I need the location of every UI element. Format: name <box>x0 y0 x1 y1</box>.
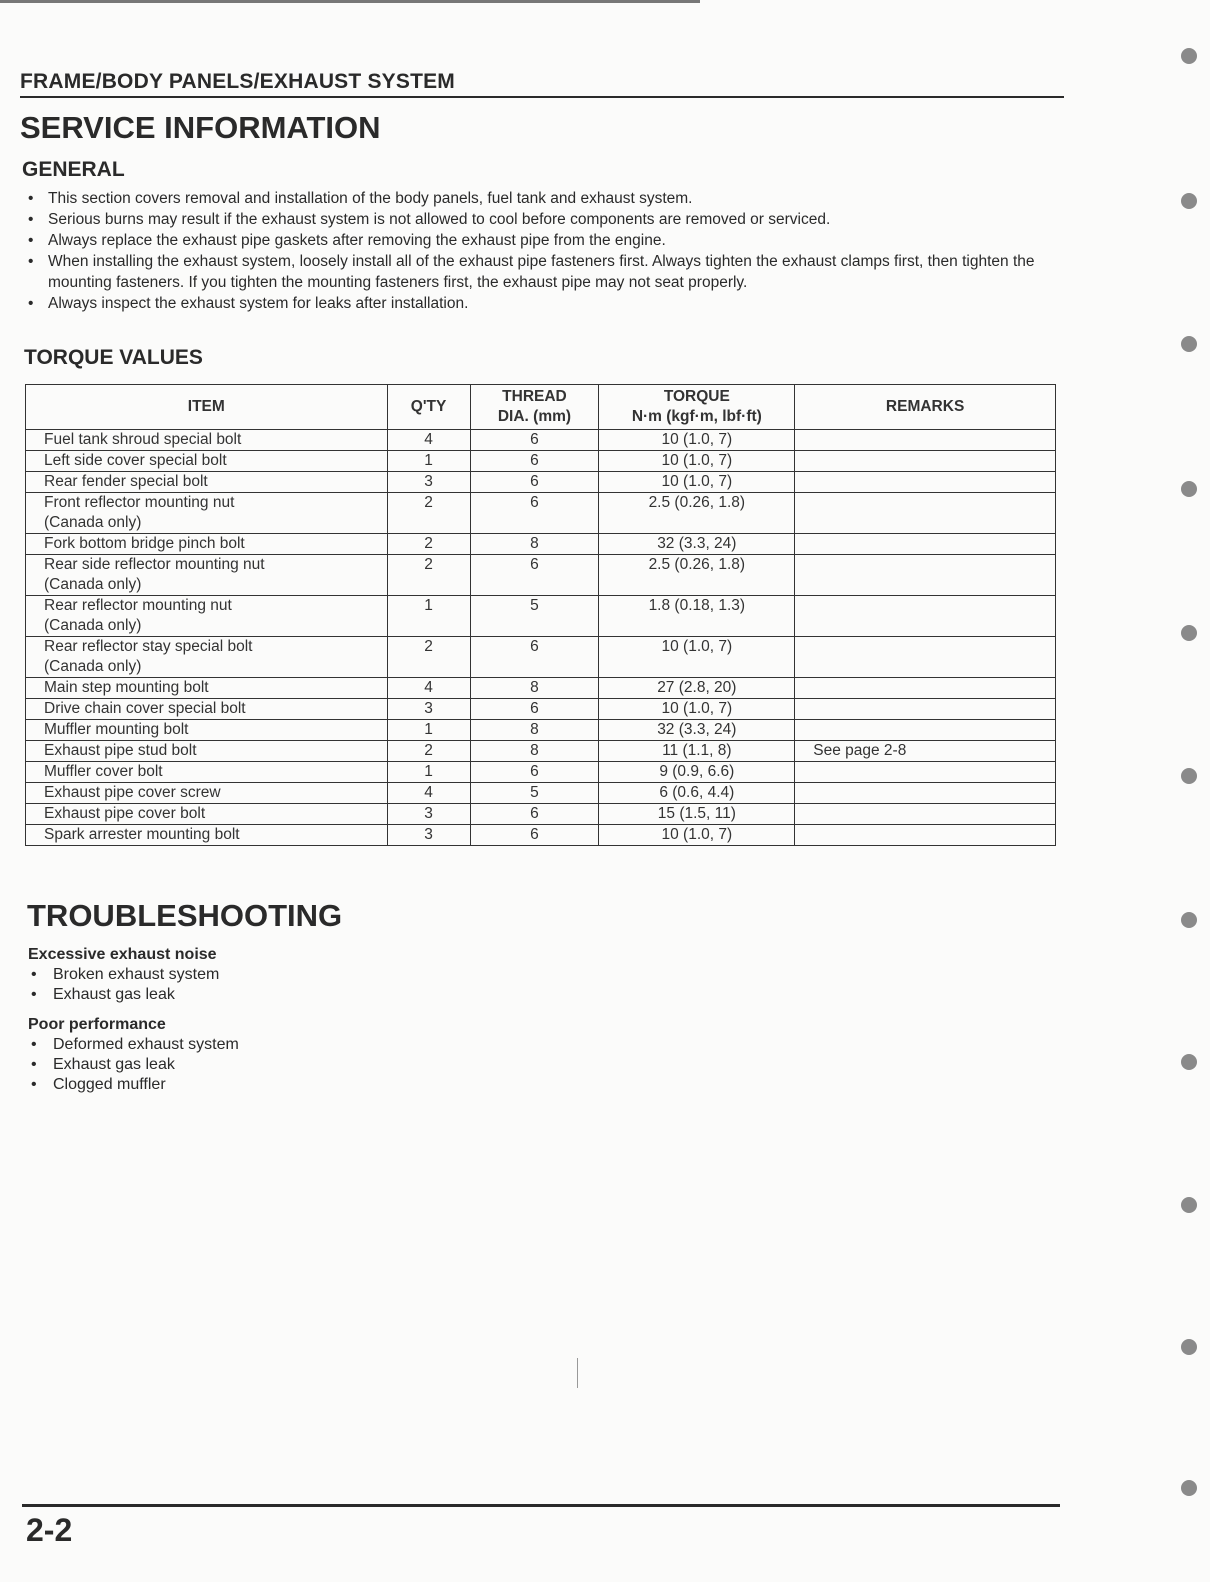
cell-qty: 3 <box>387 825 470 846</box>
cell-qty: 3 <box>387 804 470 825</box>
cell-thread: 8 <box>470 678 599 699</box>
cell-item <box>26 493 388 534</box>
cell-qty: 2 <box>387 555 470 596</box>
cell-thread: 5 <box>470 783 599 804</box>
troubleshooting-cause-list <box>28 965 219 1005</box>
troubleshooting-group <box>28 1016 239 1095</box>
cell-thread: 6 <box>470 451 599 472</box>
column-header-item: ITEM <box>26 385 388 430</box>
cell-torque: 10 (1.0, 7) <box>599 451 795 472</box>
cell-item <box>26 783 388 804</box>
cell-item <box>26 720 388 741</box>
troubleshooting-symptom: Excessive exhaust noise <box>28 946 217 963</box>
table-row <box>26 534 1056 555</box>
cell-torque: 27 (2.8, 20) <box>599 678 795 699</box>
cell-qty: 4 <box>387 430 470 451</box>
general-bullet-list <box>26 188 1066 314</box>
table-row <box>26 741 1056 762</box>
cell-torque: 11 (1.1, 8) <box>599 741 795 762</box>
column-header-torque-line2: N·m (kgf·m, lbf·ft) <box>631 408 762 425</box>
cell-qty: 4 <box>387 783 470 804</box>
cell-item-name: Spark arrester mounting bolt <box>44 826 240 843</box>
troubleshooting-cause-list <box>28 1035 239 1095</box>
binder-hole-icon <box>1181 1480 1197 1496</box>
table-row <box>26 451 1056 472</box>
general-bullet: • Always inspect the exhaust system for leaks after installation. <box>26 293 1066 314</box>
binder-hole-icon <box>1181 1054 1197 1070</box>
cell-item-note: (Canada only) <box>44 617 142 634</box>
troubleshooting-cause: • Exhaust gas leak <box>28 1055 239 1075</box>
cell-torque: 10 (1.0, 7) <box>599 825 795 846</box>
troubleshooting-cause: • Clogged muffler <box>28 1075 239 1095</box>
column-header-thread-line1: THREAD <box>502 388 567 405</box>
table-row <box>26 637 1056 678</box>
cell-item-name: Left side cover special bolt <box>44 452 227 469</box>
cell-item-name: Fuel tank shroud special bolt <box>44 431 242 448</box>
cell-item <box>26 472 388 493</box>
cell-qty: 2 <box>387 741 470 762</box>
troubleshooting-symptom: Poor performance <box>28 1016 166 1033</box>
cell-thread: 6 <box>470 825 599 846</box>
cell-qty: 2 <box>387 637 470 678</box>
table-row <box>26 596 1056 637</box>
cell-item-name: Rear side reflector mounting nut <box>44 556 265 573</box>
binder-hole-icon <box>1181 912 1197 928</box>
cell-item-name: Exhaust pipe cover bolt <box>44 805 206 822</box>
table-row <box>26 430 1056 451</box>
cell-remarks <box>795 699 1056 720</box>
cell-qty: 1 <box>387 762 470 783</box>
cell-torque: 32 (3.3, 24) <box>599 720 795 741</box>
table-row <box>26 678 1056 699</box>
cell-item <box>26 741 388 762</box>
cell-remarks <box>795 472 1056 493</box>
cell-item-name: Exhaust pipe stud bolt <box>44 742 197 759</box>
scan-mark <box>577 1358 578 1388</box>
cell-item-name: Rear reflector mounting nut <box>44 597 232 614</box>
cell-remarks <box>795 783 1056 804</box>
troubleshooting-cause: • Deformed exhaust system <box>28 1035 239 1055</box>
troubleshooting-cause: • Broken exhaust system <box>28 965 219 985</box>
troubleshooting-title: TROUBLESHOOTING <box>27 898 343 933</box>
cell-item-name: Rear fender special bolt <box>44 473 208 490</box>
cell-remarks <box>795 596 1056 637</box>
binder-hole-icon <box>1181 1339 1197 1355</box>
column-header-thread-line2: DIA. (mm) <box>497 408 572 425</box>
cell-qty: 3 <box>387 699 470 720</box>
cell-item-name: Main step mounting bolt <box>44 679 209 696</box>
cell-item-name: Muffler cover bolt <box>44 763 163 780</box>
cell-qty: 1 <box>387 451 470 472</box>
cell-torque: 32 (3.3, 24) <box>599 534 795 555</box>
general-bullet: • Always replace the exhaust pipe gaskets after removing the exhaust pipe from the engine. <box>26 230 1066 251</box>
cell-qty: 1 <box>387 720 470 741</box>
column-header-torque <box>599 385 795 430</box>
cell-item-note: (Canada only) <box>44 514 142 531</box>
cell-item <box>26 555 388 596</box>
cell-remarks <box>795 637 1056 678</box>
cell-torque: 1.8 (0.18, 1.3) <box>599 596 795 637</box>
table-row <box>26 720 1056 741</box>
table-row <box>26 762 1056 783</box>
cell-item <box>26 534 388 555</box>
cell-item <box>26 596 388 637</box>
cell-thread: 6 <box>470 699 599 720</box>
cell-item <box>26 637 388 678</box>
cell-item <box>26 699 388 720</box>
cell-item-name: Front reflector mounting nut <box>44 494 235 511</box>
cell-remarks <box>795 678 1056 699</box>
table-row <box>26 472 1056 493</box>
cell-thread: 6 <box>470 493 599 534</box>
cell-torque: 10 (1.0, 7) <box>599 430 795 451</box>
troubleshooting-cause: • Exhaust gas leak <box>28 985 219 1005</box>
torque-values-table <box>25 384 1056 846</box>
torque-values-heading: TORQUE VALUES <box>24 346 203 369</box>
general-bullet: • Serious burns may result if the exhaust system is not allowed to cool before components are removed or serviced. <box>26 209 1066 230</box>
cell-remarks <box>795 804 1056 825</box>
cell-item-note: (Canada only) <box>44 576 142 593</box>
page-title: SERVICE INFORMATION <box>20 110 381 145</box>
column-header-torque-line1: TORQUE <box>663 388 730 405</box>
top-edge-rule <box>0 0 700 3</box>
cell-remarks <box>795 430 1056 451</box>
binder-hole-icon <box>1181 1197 1197 1213</box>
binder-hole-icon <box>1181 768 1197 784</box>
table-row <box>26 783 1056 804</box>
general-heading: GENERAL <box>22 158 125 181</box>
cell-torque: 10 (1.0, 7) <box>599 637 795 678</box>
cell-item <box>26 825 388 846</box>
cell-item <box>26 451 388 472</box>
cell-item <box>26 804 388 825</box>
binder-hole-icon <box>1181 625 1197 641</box>
cell-torque: 2.5 (0.26, 1.8) <box>599 493 795 534</box>
cell-thread: 8 <box>470 720 599 741</box>
cell-remarks <box>795 720 1056 741</box>
binder-hole-icon <box>1181 193 1197 209</box>
cell-torque: 2.5 (0.26, 1.8) <box>599 555 795 596</box>
cell-remarks <box>795 825 1056 846</box>
cell-qty: 2 <box>387 534 470 555</box>
page-number: 2-2 <box>26 1512 73 1548</box>
cell-thread: 8 <box>470 534 599 555</box>
table-row <box>26 493 1056 534</box>
cell-item-name: Rear reflector stay special bolt <box>44 638 253 655</box>
cell-thread: 6 <box>470 472 599 493</box>
table-row <box>26 804 1056 825</box>
cell-thread: 6 <box>470 804 599 825</box>
torque-table-body <box>26 430 1056 846</box>
table-header-row <box>26 385 1056 430</box>
binder-hole-icon <box>1181 336 1197 352</box>
cell-thread: 6 <box>470 762 599 783</box>
general-bullet: • This section covers removal and installation of the body panels, fuel tank and exhaust system. <box>26 188 1066 209</box>
cell-qty: 4 <box>387 678 470 699</box>
table-row <box>26 825 1056 846</box>
cell-item-name: Muffler mounting bolt <box>44 721 189 738</box>
troubleshooting-group <box>28 946 219 1005</box>
cell-item <box>26 762 388 783</box>
cell-thread: 5 <box>470 596 599 637</box>
cell-thread: 6 <box>470 637 599 678</box>
cell-torque: 10 (1.0, 7) <box>599 472 795 493</box>
cell-torque: 9 (0.9, 6.6) <box>599 762 795 783</box>
cell-remarks <box>795 555 1056 596</box>
table-row <box>26 555 1056 596</box>
binder-hole-icon <box>1181 481 1197 497</box>
table-row <box>26 699 1056 720</box>
cell-qty: 1 <box>387 596 470 637</box>
cell-remarks <box>795 534 1056 555</box>
cell-remarks <box>795 493 1056 534</box>
footer-rule <box>22 1504 1060 1507</box>
cell-qty: 3 <box>387 472 470 493</box>
cell-remarks <box>795 451 1056 472</box>
cell-remarks <box>795 762 1056 783</box>
cell-torque: 6 (0.6, 4.4) <box>599 783 795 804</box>
cell-torque: 10 (1.0, 7) <box>599 699 795 720</box>
column-header-qty: Q'TY <box>387 385 470 430</box>
cell-thread: 6 <box>470 555 599 596</box>
cell-item-note: (Canada only) <box>44 658 142 675</box>
cell-remarks: See page 2-8 <box>795 741 1056 762</box>
general-bullet: • When installing the exhaust system, loosely install all of the exhaust pipe fasteners first. Always tighten the exhaust clamps first, then tighten the mounting fasteners. If you tighten the mounting fasteners first, the exhaust pipe may not seat properly. <box>26 251 1066 293</box>
column-header-remarks: REMARKS <box>795 385 1056 430</box>
cell-torque: 15 (1.5, 11) <box>599 804 795 825</box>
cell-thread: 6 <box>470 430 599 451</box>
column-header-thread <box>470 385 599 430</box>
cell-item <box>26 678 388 699</box>
cell-item-name: Fork bottom bridge pinch bolt <box>44 535 245 552</box>
cell-qty: 2 <box>387 493 470 534</box>
section-header: FRAME/BODY PANELS/EXHAUST SYSTEM <box>20 70 1064 98</box>
cell-thread: 8 <box>470 741 599 762</box>
cell-item <box>26 430 388 451</box>
cell-item-name: Exhaust pipe cover screw <box>44 784 221 801</box>
cell-item-name: Drive chain cover special bolt <box>44 700 246 717</box>
binder-hole-icon <box>1181 48 1197 64</box>
